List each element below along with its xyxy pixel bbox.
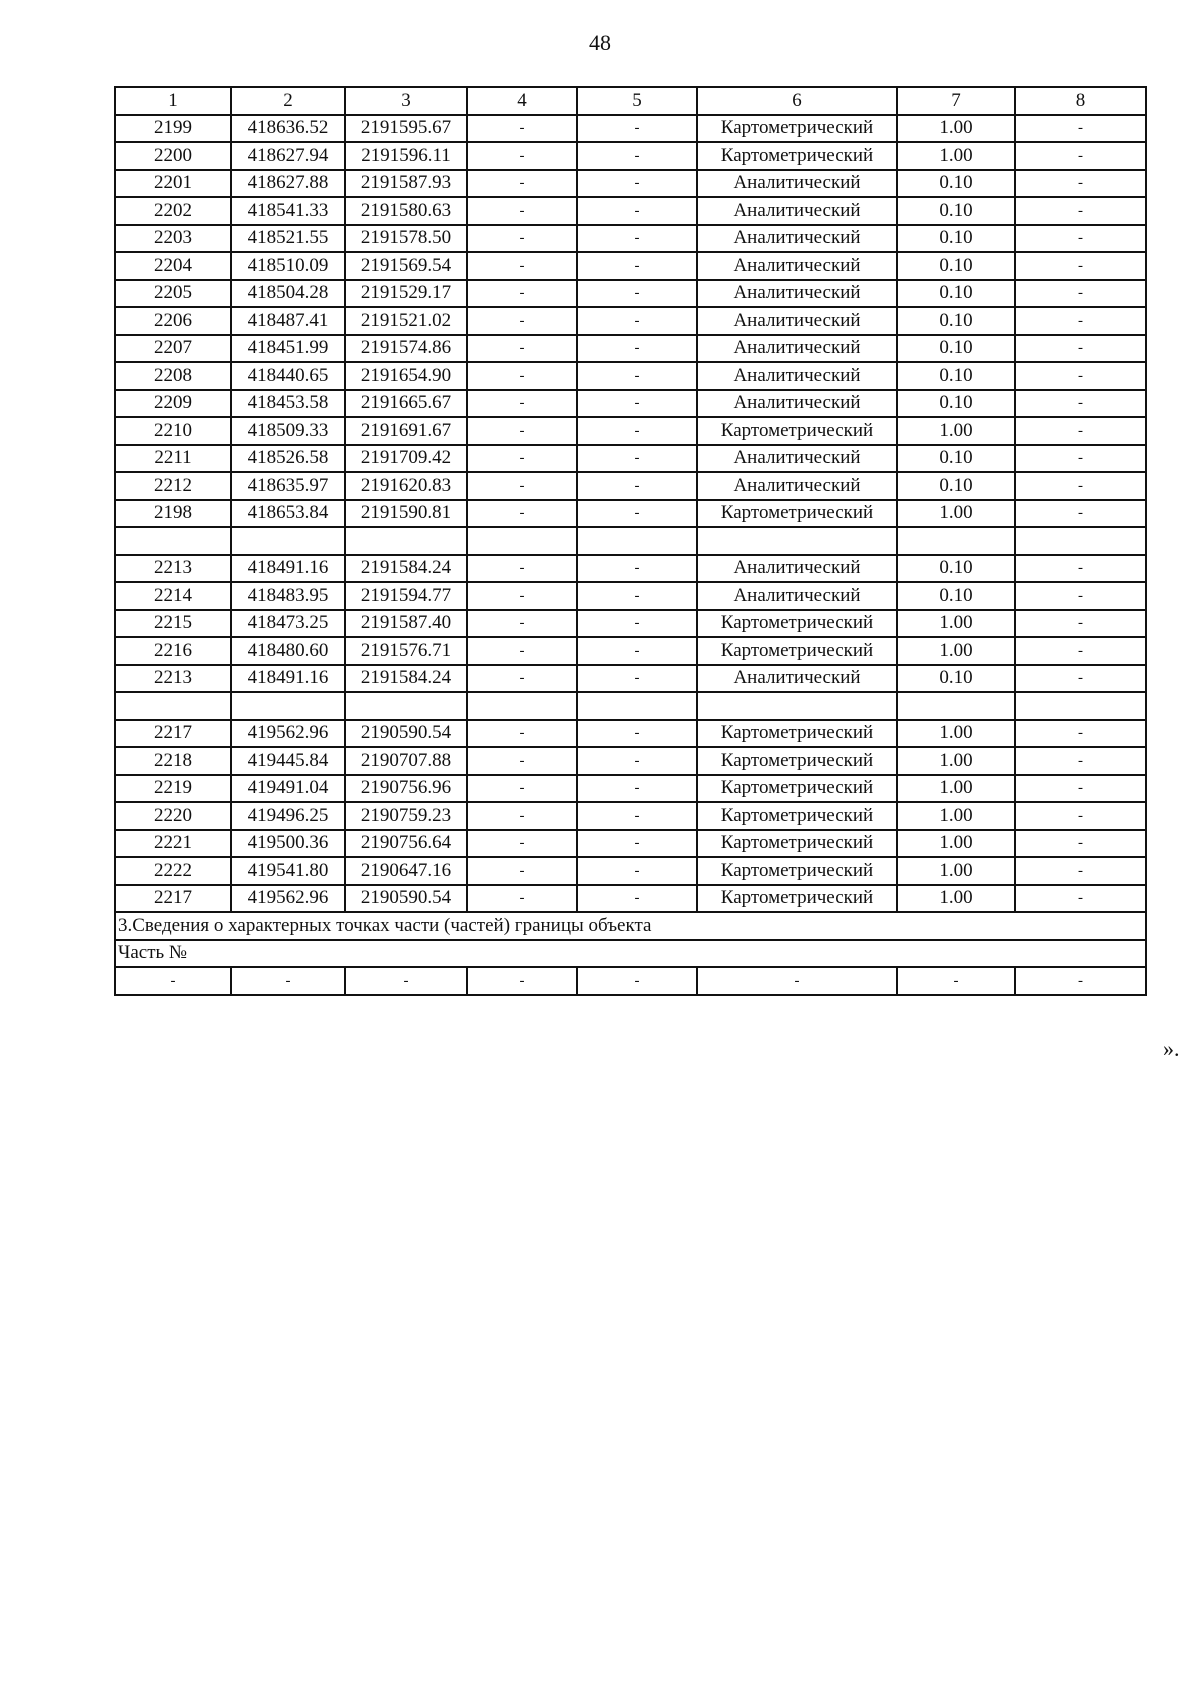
table-cell: 2191654.90 <box>345 362 467 390</box>
table-cell: 2200 <box>115 142 231 170</box>
table-cell: 0.10 <box>897 582 1015 610</box>
header-cell: 4 <box>467 87 577 115</box>
table-cell: - <box>577 307 697 335</box>
table-cell: - <box>467 610 577 638</box>
table-cell: - <box>467 747 577 775</box>
table-row <box>115 142 1146 170</box>
table-cell: Аналитический <box>697 665 897 693</box>
table-cell: - <box>577 417 697 445</box>
empty-cell <box>897 527 1015 555</box>
table-cell: - <box>577 610 697 638</box>
table-cell: 0.10 <box>897 197 1015 225</box>
table-cell: 1.00 <box>897 417 1015 445</box>
empty-cell <box>231 692 345 720</box>
table-cell: - <box>577 335 697 363</box>
table-cell: - <box>467 555 577 583</box>
table-cell: Картометрический <box>697 115 897 143</box>
table-cell: - <box>231 967 345 995</box>
table-cell: Аналитический <box>697 225 897 253</box>
empty-cell <box>897 692 1015 720</box>
table-cell: - <box>467 472 577 500</box>
table-cell: - <box>1015 170 1146 198</box>
table-cell: 0.10 <box>897 307 1015 335</box>
table-cell: - <box>1015 472 1146 500</box>
table-cell: 2211 <box>115 445 231 473</box>
table-row <box>115 197 1146 225</box>
table-cell: - <box>577 225 697 253</box>
table-row <box>115 280 1146 308</box>
table-cell: Картометрический <box>697 830 897 858</box>
empty-cell <box>577 692 697 720</box>
table-cell: 0.10 <box>897 472 1015 500</box>
table-cell: 2220 <box>115 802 231 830</box>
table-cell: Аналитический <box>697 555 897 583</box>
table-cell: - <box>1015 307 1146 335</box>
table-cell: - <box>577 252 697 280</box>
table-cell: 1.00 <box>897 775 1015 803</box>
table-cell: - <box>467 335 577 363</box>
table-cell: Картометрический <box>697 857 897 885</box>
table-cell: - <box>467 225 577 253</box>
table-cell: - <box>1015 720 1146 748</box>
table-header-row <box>115 87 1146 115</box>
table-cell: 2191709.42 <box>345 445 467 473</box>
table-cell: 419496.25 <box>231 802 345 830</box>
table-cell: 418521.55 <box>231 225 345 253</box>
table-cell: 2215 <box>115 610 231 638</box>
header-cell: 8 <box>1015 87 1146 115</box>
table-cell: - <box>1015 582 1146 610</box>
table-cell: 2190590.54 <box>345 720 467 748</box>
table-cell: 2201 <box>115 170 231 198</box>
table-cell: 0.10 <box>897 390 1015 418</box>
empty-cell <box>115 527 231 555</box>
table-cell: 419445.84 <box>231 747 345 775</box>
table-cell: 418487.41 <box>231 307 345 335</box>
table-cell: - <box>467 170 577 198</box>
table-cell: 2191580.63 <box>345 197 467 225</box>
table-row <box>115 610 1146 638</box>
table-cell: 2214 <box>115 582 231 610</box>
table-row <box>115 417 1146 445</box>
empty-cell <box>1015 527 1146 555</box>
table-cell: Аналитический <box>697 362 897 390</box>
table-cell: 2190647.16 <box>345 857 467 885</box>
table-row <box>115 472 1146 500</box>
table-cell: 418453.58 <box>231 390 345 418</box>
table-cell: - <box>577 445 697 473</box>
table-cell: 2191576.71 <box>345 637 467 665</box>
table-cell: Аналитический <box>697 307 897 335</box>
table-cell: 418635.97 <box>231 472 345 500</box>
table-cell: - <box>1015 637 1146 665</box>
table-cell: - <box>1015 500 1146 528</box>
table-cell: 419562.96 <box>231 720 345 748</box>
empty-cell <box>115 692 231 720</box>
table-cell: 1.00 <box>897 885 1015 913</box>
table-cell: 0.10 <box>897 665 1015 693</box>
table-cell: 418541.33 <box>231 197 345 225</box>
table-cell: 419500.36 <box>231 830 345 858</box>
table-cell: 418491.16 <box>231 555 345 583</box>
table-cell: 2191590.81 <box>345 500 467 528</box>
table-cell: - <box>577 830 697 858</box>
table-cell: 418440.65 <box>231 362 345 390</box>
table-cell: - <box>467 445 577 473</box>
table-cell: - <box>1015 747 1146 775</box>
table-row <box>115 500 1146 528</box>
table-cell: Картометрический <box>697 637 897 665</box>
table-cell: - <box>467 500 577 528</box>
table-row <box>115 802 1146 830</box>
table-cell: 2191596.11 <box>345 142 467 170</box>
table-cell: Картометрический <box>697 610 897 638</box>
table-cell: - <box>345 967 467 995</box>
table-cell: Аналитический <box>697 582 897 610</box>
table-cell: 2205 <box>115 280 231 308</box>
header-cell: 1 <box>115 87 231 115</box>
table-row <box>115 335 1146 363</box>
table-cell: 0.10 <box>897 170 1015 198</box>
table-cell: Аналитический <box>697 280 897 308</box>
table-cell: 0.10 <box>897 445 1015 473</box>
table-cell: - <box>467 802 577 830</box>
table-cell: - <box>1015 417 1146 445</box>
table-cell: 419541.80 <box>231 857 345 885</box>
table-cell: 2213 <box>115 555 231 583</box>
table-cell: - <box>1015 967 1146 995</box>
empty-cell <box>1015 692 1146 720</box>
table-cell: 0.10 <box>897 252 1015 280</box>
table-cell: Аналитический <box>697 445 897 473</box>
header-cell: 6 <box>697 87 897 115</box>
table-cell: 418627.94 <box>231 142 345 170</box>
table-row <box>115 582 1146 610</box>
table-cell: 1.00 <box>897 610 1015 638</box>
table-cell: 0.10 <box>897 280 1015 308</box>
table-cell: - <box>577 747 697 775</box>
table-cell: Аналитический <box>697 170 897 198</box>
table-row <box>115 225 1146 253</box>
section-3-title: 3.Сведения о характерных точках части (частей) границы объекта <box>115 912 1146 940</box>
table-cell: - <box>467 857 577 885</box>
table-cell: - <box>577 115 697 143</box>
table-cell: 2207 <box>115 335 231 363</box>
table-row <box>115 362 1146 390</box>
empty-cell <box>345 692 467 720</box>
empty-cell <box>697 527 897 555</box>
table-cell: - <box>1015 390 1146 418</box>
table-cell: Аналитический <box>697 472 897 500</box>
table-cell: 2191587.93 <box>345 170 467 198</box>
table-row <box>115 830 1146 858</box>
closing-quote: ». <box>1163 1036 1180 1061</box>
table-cell: - <box>577 637 697 665</box>
table-cell: - <box>467 142 577 170</box>
table-cell: 418491.16 <box>231 665 345 693</box>
part-number-label-row <box>115 940 1146 968</box>
table-cell: 2199 <box>115 115 231 143</box>
page-number: 48 <box>589 30 611 55</box>
table-cell: - <box>577 472 697 500</box>
table-cell: - <box>1015 802 1146 830</box>
separator-row <box>115 692 1146 720</box>
table-cell: 2191665.67 <box>345 390 467 418</box>
table-cell: - <box>1015 445 1146 473</box>
empty-cell <box>345 527 467 555</box>
table-cell: 2217 <box>115 885 231 913</box>
table-cell: 2191578.50 <box>345 225 467 253</box>
table-cell: - <box>1015 252 1146 280</box>
table-cell: Аналитический <box>697 252 897 280</box>
table-cell: - <box>697 967 897 995</box>
table-cell: - <box>1015 335 1146 363</box>
table-cell: 2202 <box>115 197 231 225</box>
table-cell: 2191584.24 <box>345 555 467 583</box>
table-cell: - <box>577 390 697 418</box>
table-cell: 2221 <box>115 830 231 858</box>
table-cell: - <box>577 142 697 170</box>
table-cell: 2190707.88 <box>345 747 467 775</box>
table-cell: Аналитический <box>697 335 897 363</box>
table-cell: 2217 <box>115 720 231 748</box>
table-cell: - <box>577 720 697 748</box>
table-cell: - <box>467 362 577 390</box>
table-cell: - <box>467 830 577 858</box>
table-cell: - <box>577 775 697 803</box>
header-cell: 7 <box>897 87 1015 115</box>
table-cell: 418509.33 <box>231 417 345 445</box>
table-cell: 2191569.54 <box>345 252 467 280</box>
header-cell: 2 <box>231 87 345 115</box>
table-row <box>115 720 1146 748</box>
empty-cell <box>467 527 577 555</box>
table-cell: 2191595.67 <box>345 115 467 143</box>
table-row <box>115 885 1146 913</box>
header-cell: 5 <box>577 87 697 115</box>
table-cell: - <box>1015 885 1146 913</box>
table-cell: - <box>577 582 697 610</box>
table-cell: 2203 <box>115 225 231 253</box>
table-cell: 1.00 <box>897 830 1015 858</box>
table-cell: - <box>1015 142 1146 170</box>
table-cell: - <box>577 500 697 528</box>
table-cell: - <box>1015 225 1146 253</box>
table-cell: 2191587.40 <box>345 610 467 638</box>
table-cell: 2208 <box>115 362 231 390</box>
table-cell: - <box>1015 197 1146 225</box>
table-cell: 0.10 <box>897 335 1015 363</box>
table-cell: - <box>467 390 577 418</box>
table-cell: - <box>467 280 577 308</box>
table-cell: 418526.58 <box>231 445 345 473</box>
separator-row <box>115 527 1146 555</box>
table-cell: Аналитический <box>697 390 897 418</box>
table-cell: - <box>1015 857 1146 885</box>
table-cell: 418627.88 <box>231 170 345 198</box>
table-cell: 2219 <box>115 775 231 803</box>
table-cell: 419562.96 <box>231 885 345 913</box>
table-cell: - <box>577 885 697 913</box>
table-cell: 1.00 <box>897 747 1015 775</box>
table-cell: - <box>467 307 577 335</box>
table-cell: 2191594.77 <box>345 582 467 610</box>
table-cell: - <box>467 115 577 143</box>
table-cell: Аналитический <box>697 197 897 225</box>
table-cell: 2191574.86 <box>345 335 467 363</box>
table-row <box>115 555 1146 583</box>
table-cell: - <box>577 170 697 198</box>
table-cell: 1.00 <box>897 720 1015 748</box>
table-cell: 418504.28 <box>231 280 345 308</box>
table-cell: - <box>1015 280 1146 308</box>
table-cell: - <box>1015 830 1146 858</box>
table-cell: 2213 <box>115 665 231 693</box>
table-cell: 2212 <box>115 472 231 500</box>
table-cell: 1.00 <box>897 857 1015 885</box>
table-row <box>115 665 1146 693</box>
table-cell: 418483.95 <box>231 582 345 610</box>
table-cell: 2190756.64 <box>345 830 467 858</box>
table-row <box>115 170 1146 198</box>
table-cell: - <box>577 362 697 390</box>
table-cell: 1.00 <box>897 637 1015 665</box>
table-cell: - <box>115 967 231 995</box>
table-cell: 1.00 <box>897 500 1015 528</box>
table-cell: 2210 <box>115 417 231 445</box>
table-cell: - <box>897 967 1015 995</box>
table-cell: - <box>467 637 577 665</box>
table-cell: 2209 <box>115 390 231 418</box>
table-cell: 0.10 <box>897 225 1015 253</box>
table-cell: - <box>1015 665 1146 693</box>
table-cell: Картометрический <box>697 500 897 528</box>
table-row <box>115 967 1146 995</box>
table-cell: - <box>1015 115 1146 143</box>
table-cell: 2190590.54 <box>345 885 467 913</box>
table-cell: 418653.84 <box>231 500 345 528</box>
coordinates-table <box>114 86 1147 996</box>
table-row <box>115 252 1146 280</box>
table-row <box>115 747 1146 775</box>
table-cell: - <box>467 775 577 803</box>
table-cell: 2206 <box>115 307 231 335</box>
table-cell: - <box>1015 555 1146 583</box>
table-cell: Картометрический <box>697 802 897 830</box>
empty-cell <box>231 527 345 555</box>
table-cell: 2204 <box>115 252 231 280</box>
section-3-title-row <box>115 912 1146 940</box>
table-cell: 2218 <box>115 747 231 775</box>
table-cell: 418636.52 <box>231 115 345 143</box>
table-cell: 2191584.24 <box>345 665 467 693</box>
table-cell: 2190759.23 <box>345 802 467 830</box>
empty-cell <box>577 527 697 555</box>
table-cell: 418451.99 <box>231 335 345 363</box>
table-cell: - <box>467 252 577 280</box>
table-cell: 2191691.67 <box>345 417 467 445</box>
table-cell: Картометрический <box>697 747 897 775</box>
table-cell: - <box>577 802 697 830</box>
table-cell: Картометрический <box>697 885 897 913</box>
empty-cell <box>467 692 577 720</box>
table-cell: 2222 <box>115 857 231 885</box>
table-cell: 2190756.96 <box>345 775 467 803</box>
table-cell: 418480.60 <box>231 637 345 665</box>
table-cell: - <box>467 582 577 610</box>
table-cell: - <box>467 720 577 748</box>
table-cell: 1.00 <box>897 802 1015 830</box>
table-cell: Картометрический <box>697 142 897 170</box>
table-cell: - <box>577 665 697 693</box>
table-cell: - <box>467 197 577 225</box>
table-cell: 0.10 <box>897 555 1015 583</box>
table-cell: - <box>1015 362 1146 390</box>
table-cell: 419491.04 <box>231 775 345 803</box>
table-cell: - <box>1015 775 1146 803</box>
table-cell: 1.00 <box>897 142 1015 170</box>
table-cell: 2191620.83 <box>345 472 467 500</box>
table-cell: - <box>467 665 577 693</box>
table-cell: - <box>577 967 697 995</box>
table-cell: - <box>467 417 577 445</box>
table-cell: - <box>577 280 697 308</box>
header-cell: 3 <box>345 87 467 115</box>
empty-cell <box>697 692 897 720</box>
table-row <box>115 390 1146 418</box>
table-cell: - <box>1015 610 1146 638</box>
table-cell: 418510.09 <box>231 252 345 280</box>
table-cell: - <box>467 885 577 913</box>
part-number-label: Часть № <box>115 940 1146 968</box>
table-row <box>115 115 1146 143</box>
table-body <box>115 115 1146 995</box>
table-cell: 2191521.02 <box>345 307 467 335</box>
table-cell: 418473.25 <box>231 610 345 638</box>
table-cell: - <box>577 197 697 225</box>
table-row <box>115 857 1146 885</box>
table-row <box>115 445 1146 473</box>
table-cell: - <box>467 967 577 995</box>
table-cell: Картометрический <box>697 417 897 445</box>
table-cell: - <box>577 857 697 885</box>
table-cell: 2191529.17 <box>345 280 467 308</box>
table-row <box>115 775 1146 803</box>
table-cell: - <box>577 555 697 583</box>
table-cell: Картометрический <box>697 720 897 748</box>
table-cell: 0.10 <box>897 362 1015 390</box>
table-cell: 2216 <box>115 637 231 665</box>
table-row <box>115 637 1146 665</box>
table-cell: 2198 <box>115 500 231 528</box>
table-cell: Картометрический <box>697 775 897 803</box>
table-row <box>115 307 1146 335</box>
table-cell: 1.00 <box>897 115 1015 143</box>
